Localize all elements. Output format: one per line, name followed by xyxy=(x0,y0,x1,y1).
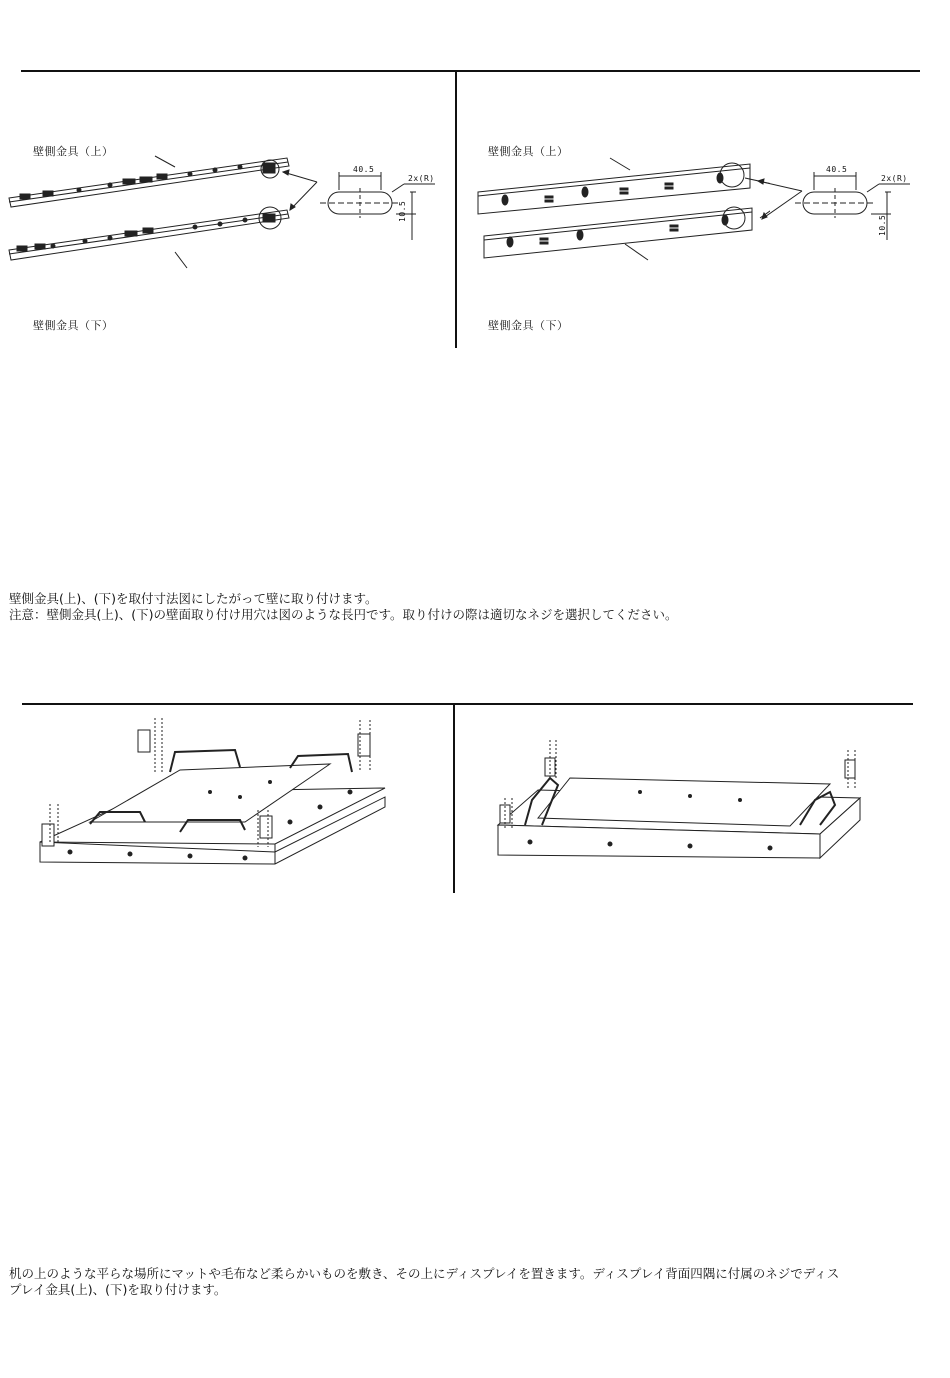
right-dim-radius: 2x(R) xyxy=(881,174,908,183)
lower-rail-drawing xyxy=(9,207,289,268)
display-with-brackets-left-illustration xyxy=(30,712,440,887)
right-bracket-illustration xyxy=(470,150,770,270)
right-wall-bracket-lower-label: 壁側金具（下） xyxy=(488,319,569,332)
left-dim-radius: 2x(R) xyxy=(408,174,435,183)
left-wall-bracket-upper-label: 壁側金具（上） xyxy=(33,145,114,158)
right-dim-height: 10.5 xyxy=(878,214,887,236)
instructions-1-line-2: 注意：壁側金具(上)、(下)の壁面取り付け用穴は図のような長円です。取り付けの際は適切なネジを選択してください。 xyxy=(9,607,678,622)
left-dim-width: 40.5 xyxy=(353,165,375,174)
instructions-1-line-1: 壁側金具(上)、(下)を取付寸法図にしたがって壁に取り付けます。 xyxy=(9,591,378,606)
right-slot-dimension-drawing xyxy=(795,160,915,245)
figure2-divider xyxy=(453,705,455,893)
figure1-divider xyxy=(455,72,457,348)
left-slot-dimension-drawing xyxy=(320,160,440,245)
display-with-brackets-right-illustration xyxy=(490,730,870,870)
left-dim-height: 10.5 xyxy=(398,200,407,222)
upper-rail-drawing xyxy=(9,156,289,207)
instructions-2-line-2: プレイ金具(上)、(下)を取り付けます。 xyxy=(9,1282,227,1297)
instructions-2-line-1: 机の上のような平らな場所にマットや毛布など柔らかいものを敷き、その上にディスプレイを置きます。ディスプレイ背面四隅に付属のネジでディス xyxy=(9,1266,840,1281)
right-wall-bracket-upper-label: 壁側金具（上） xyxy=(488,145,569,158)
left-wall-bracket-lower-label: 壁側金具（下） xyxy=(33,319,114,332)
figure1-top-rule xyxy=(21,70,920,72)
instructions-2 xyxy=(9,1266,939,1298)
figure2-top-rule xyxy=(22,703,913,705)
instructions-1 xyxy=(9,591,939,623)
right-dim-width: 40.5 xyxy=(826,165,848,174)
